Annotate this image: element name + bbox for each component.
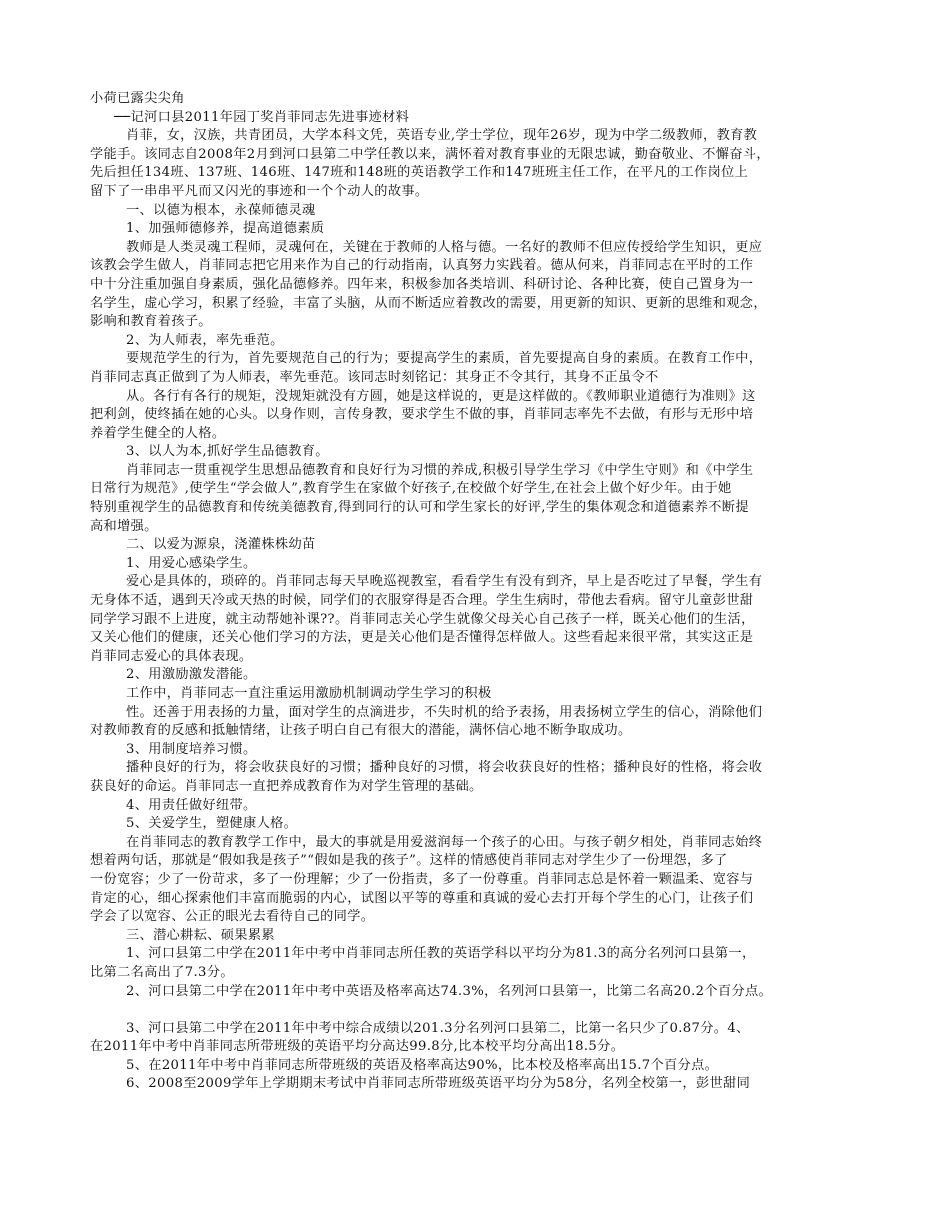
body-line: 在2011年中考中肖菲同志所带班级的英语平均分高达99.8分,比本校平均分高出18.5分。 [90,1039,625,1055]
document-page [90,90,862,1094]
body-line: 3、用制度培养习惯。 [126,741,257,757]
body-line: 2、用激励激发潜能。 [126,667,257,683]
body-line: 播种良好的行为，将会收获良好的习惯；播种良好的习惯，将会收获良好的性格；播种良好的性格，将会收 [126,760,763,776]
body-line: 肖菲同志爱心的具体表现。 [90,648,253,664]
body-line: 名学生，虚心学习，积累了经验，丰富了头脑，从而不断适应着教改的需要，用更新的知识、更新的思维和观念， [90,295,767,311]
body-line: 1、加强师德修养，提高道德素质 [126,221,325,237]
body-line: 留下了一串串平凡而又闪光的事迹和一个个动人的故事。 [90,183,429,199]
body-line: 该教会学生做人，肖菲同志把它用来作为自己的行动指南，认真努力实践着。德从何来，肖菲同志在平时的工作 [90,258,754,274]
body-line: 一份宽容；少了一份苛求，多了一份理解；少了一份指责，多了一份尊重。肖菲同志总是怀着一颗温柔、宽容与 [90,871,754,887]
blank-line [90,1001,862,1020]
body-line: 比第二名高出了7.3分。 [90,964,234,980]
body-line: 想着两句话，那就是“假如我是孩子”“假如是我的孩子”。这样的情感使肖菲同志对学生少了一份埋怨，多了 [90,853,728,869]
body-line: 高和增强。 [90,518,158,534]
body-line: 影响和教育着孩子。 [90,314,212,330]
body-line: 无身体不适，遇到天冷或天热的时候，同学们的衣服穿得是否合理。学生生病时，带他去看病。留守儿童彭世甜 [90,593,754,609]
body-line: 又关心他们的健康，还关心他们学习的方法，更是关心他们是否懂得怎样做人。这些看起来很平常，其实这正是 [90,630,754,646]
body-line: 肖菲同志真正做到了为人师表，率先垂范。该同志时刻铭记：其身正不令其行，其身不正虽令不 [90,369,659,385]
body-line: 特别重视学生的品德教育和传统美德教育,得到同行的认可和学生家长的好评,学生的集体观念和道德素养不断提 [90,500,749,516]
body-line: 二、以爱为源泉，浇灌株株幼苗 [126,537,316,553]
body-line: 5、关爱学生，塑健康人格。 [126,816,298,832]
body-line: 3、以人为本,抓好学生品德教育。 [126,444,329,460]
body-line: 对教师教育的反感和抵触情绪，让孩子明白自己有很大的潜能，满怀信心地不断争取成功。 [90,723,632,739]
body-line: 把利剑，使终插在她的心头。以身作则，言传身教，要求学生不做的事，肖菲同志率先不去做，有形与无形中培 [90,407,754,423]
body-line: 2、为人师表，率先垂范。 [126,332,284,348]
body-line: 1、河口县第二中学在2011年中考中肖菲同志所任教的英语学科以平均分为81.3的高分名列河口县第一， [126,946,756,962]
body-line: 在肖菲同志的教育教学工作中，最大的事就是用爱滋润每一个孩子的心田。与孩子朝夕相处，肖菲同志始终 [126,834,763,850]
body-line: 1、用爱心感染学生。 [126,555,257,571]
body-line: 爱心是具体的，琐碎的。肖菲同志每天早晚巡视教室，看看学生有没有到齐，早上是否吃过了早餐，学生有 [126,574,763,590]
body-line: 学能手。该同志自2008年2月到河口县第二中学任教以来，满怀着对教育事业的无限忠诚，勤奋敬业、不懈奋斗， [90,146,770,162]
body-line: 工作中，肖菲同志一直注重运用激励机制调动学生学习的积极 [126,686,492,701]
body-line: 肯定的心，细心探索他们丰富而脆弱的内心，试图以平等的尊重和真诚的爱心去打开每个学生的心门，让孩子们 [90,890,754,906]
body-line: 2、河口县第二中学在2011年中考中英语及格率高达74.3%，名列河口县第一，比第二名高20.2个百分点。 [126,983,773,999]
body-line: 日常行为规范》,使学生“学会做人”,教育学生在家做个好孩子,在校做个好学生,在社会上做个好少年。由于她 [90,481,732,497]
body-line: 肖菲同志一贯重视学生思想品德教育和良好行为习惯的养成,积极引导学生学习《中学生守则》和《中学生 [126,462,754,478]
body-line: 5、在2011年中考中肖菲同志所带班级的英语及格率高达90%，比本校及格率高出15.7个百分点。 [126,1057,719,1073]
body-line: 学会了以宽容、公正的眼光去看待自己的同学。 [90,909,375,925]
body-line: 6、2008至2009学年上学期期末考试中肖菲同志所带班级英语平均分为58分，名列全校第一，彭世甜同 [126,1076,751,1092]
body-line: 先后担任134班、137班、146班、147班和148班的英语教学工作和147班班主任工作，在平凡的工作岗位上 [90,165,749,181]
body-line: 4、用责任做好纽带。 [126,797,257,813]
document-body [90,127,862,1094]
body-line: 教师是人类灵魂工程师，灵魂何在，关键在于教师的人格与德。一名好的教师不但应传授给学生知识，更应 [126,239,763,255]
body-line: 性。还善于用表扬的力量，面对学生的点滴进步，不失时机的给予表扬，用表扬树立学生的信心，消除他们 [126,704,763,720]
body-line: 3、河口县第二中学在2011年中考中综合成绩以201.3分名列河口县第二，比第一名只少了0.87分。4、 [126,1020,750,1036]
body-line: 同学学习跟不上进度，就主动帮她补课??。肖菲同志关心学生就像父母关心自己孩子一样，既关心他们的生活， [90,611,755,627]
body-line: 获良好的命运。肖菲同志一直把养成教育作为对学生管理的基础。 [90,778,483,794]
body-line: 肖菲，女，汉族，共青团员，大学本科文凭，英语专业,学士学位，现年26岁，现为中学二级教师，教育教 [126,128,758,144]
document-title: 小荷已露尖尖角 [90,91,185,106]
body-line: 中十分注重加强自身素质，强化品德修养。四年来，积极参加各类培训、科研讨论、各种比赛，使自己置身为一 [90,276,754,292]
body-line: 一、以德为根本，永葆师德灵魂 [126,202,316,218]
body-line: 要规范学生的行为，首先要规范自己的行为；要提高学生的素质，首先要提高自身的素质。在教育工作中， [126,351,763,367]
body-line: 从。各行有各行的规矩，没规矩就没有方圆，她是这样说的，更是这样做的。《教师职业道德行为准则》这 [126,388,756,404]
document-subtitle: ──记河口县2011年园丁奖肖菲同志先进事迹材料 [114,109,410,125]
body-line: 养着学生健全的人格。 [90,425,226,441]
body-line: 三、潜心耕耘、硕果累累 [126,927,275,943]
